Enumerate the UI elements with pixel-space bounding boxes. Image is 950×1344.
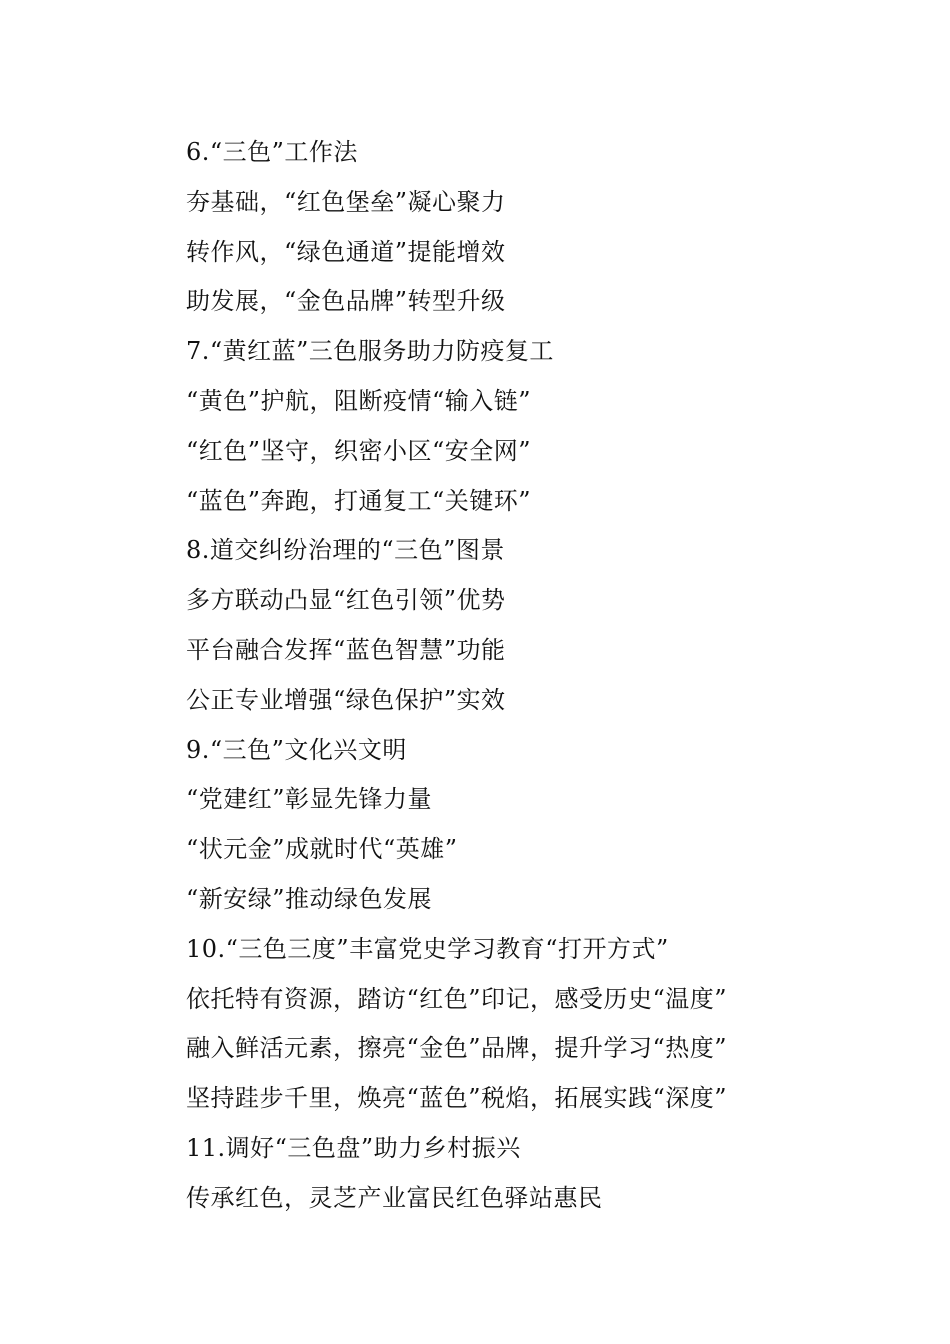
text-line: 助发展，“金色品牌”转型升级 (186, 287, 506, 316)
text-line: 多方联动凸显“红色引领”优势 (186, 586, 506, 615)
text-line: 依托特有资源，踏访“红色”印记，感受历史“温度” (186, 984, 728, 1013)
section-heading-8: 8.道交纠纷治理的“三色”图景 (186, 536, 505, 565)
section-heading-11: 11.调好“三色盘”助力乡村振兴 (186, 1133, 521, 1162)
text-line: 夯基础，“红色堡垒”凝心聚力 (186, 187, 506, 216)
text-line: “红色”坚守，织密小区“安全网” (186, 436, 532, 465)
text-line: 融入鲜活元素，擦亮“金色”品牌，提升学习“热度” (186, 1034, 728, 1063)
text-line: “黄色”护航，阻断疫情“输入链” (186, 386, 532, 415)
text-line: “状元金”成就时代“英雄” (186, 835, 458, 864)
text-line: 坚持跬步千里，焕亮“蓝色”税焰，拓展实践“深度” (186, 1084, 728, 1113)
text-line: “党建红”彰显先锋力量 (186, 785, 433, 814)
text-line: “新安绿”推动绿色发展 (186, 884, 433, 913)
text-line: 传承红色，灵芝产业富民红色驿站惠民 (186, 1183, 603, 1212)
text-line: 公正专业增强“绿色保护”实效 (186, 685, 506, 714)
section-heading-6: 6.“三色”工作法 (186, 138, 358, 166)
text-line: 转作风，“绿色通道”提能增效 (186, 237, 506, 266)
section-heading-9: 9.“三色”文化兴文明 (186, 735, 407, 764)
text-line: 平台融合发挥“蓝色智慧”功能 (186, 635, 506, 664)
document-body (186, 128, 886, 1224)
section-heading-7: 7.“黄红蓝”三色服务助力防疫复工 (186, 337, 554, 366)
section-heading-10: 10.“三色三度”丰富党史学习教育“打开方式” (186, 934, 669, 963)
text-line: “蓝色”奔跑，打通复工“关键环” (186, 486, 532, 515)
